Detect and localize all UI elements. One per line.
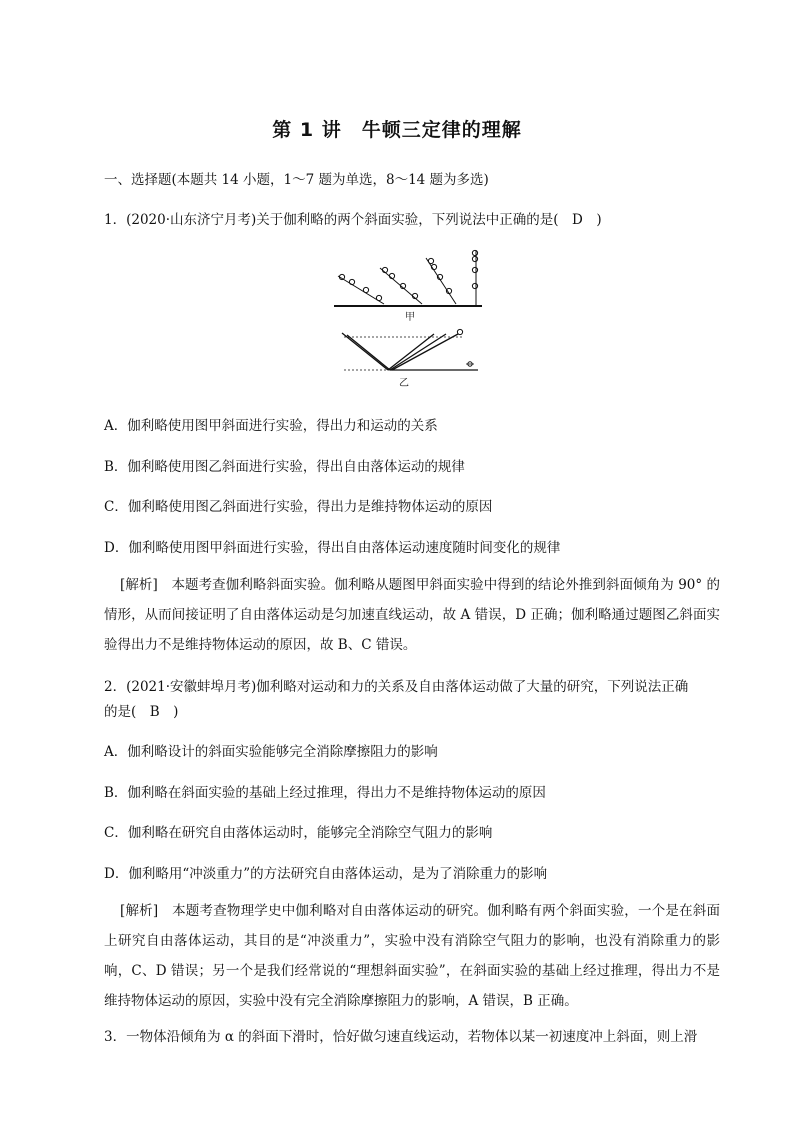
question-1-option-b: B．伽利略使用图乙斜面进行实验，得出自由落体运动的规律 [104, 459, 465, 475]
question-2-option-b: B．伽利略在斜面实验的基础上经过推理，得出力不是维持物体运动的原因 [104, 785, 546, 801]
section-heading: 一、选择题(本题共 14 小题，1～7 题为单选，8～14 题为多选) [104, 172, 489, 188]
analysis-tag: [解析] [120, 903, 159, 919]
galileo-incline-figure [330, 246, 490, 390]
question-1-analysis [104, 570, 720, 660]
figure-yi [342, 329, 478, 370]
question-3-stem: 3．一物体沿倾角为 α 的斜面下滑时，恰好做匀速直线运动，若物体以某一初速度冲上斜面，则上滑 [104, 1029, 698, 1045]
question-1-option-c: C．伽利略使用图乙斜面进行实验，得出力是维持物体运动的原因 [104, 499, 493, 515]
label-jia: 甲 [405, 312, 415, 323]
question-1-option-d: D．伽利略使用图甲斜面进行实验，得出自由落体运动速度随时间变化的规律 [104, 540, 561, 556]
label-yi: 乙 [399, 378, 409, 389]
question-2-option-c: C．伽利略在研究自由落体运动时，能够完全消除空气阻力的影响 [104, 825, 493, 841]
question-1-stem: 1．(2020·山东济宁月考)关于伽利略的两个斜面实验，下列说法中正确的是( D ) [104, 212, 602, 228]
question-2-option-a: A．伽利略设计的斜面实验能够完全消除摩擦阻力的影响 [104, 744, 438, 760]
analysis-tag: [解析] [120, 577, 158, 593]
question-1-option-a: A．伽利略使用图甲斜面进行实验，得出力和运动的关系 [104, 418, 438, 434]
analysis-text: 本题考查伽利略斜面实验。伽利略从题图甲斜面实验中得到的结论外推到斜面倾角为 90° 的情形，从而间接证明了自由落体运动是匀加速直线运动，故 A 错误，D 正确；伽利略通过题图乙斜面实验得出力不是维持物体运动的原因，故 B、C 错误。 [104, 577, 720, 653]
analysis-text: 本题考查物理学史中伽利略对自由落体运动的研究。伽利略有两个斜面实验，一个是在斜面上研究自由落体运动，其目的是“冲淡重力”，实验中没有消除空气阻力的影响，也没有消除重力的影响，C、D 错误；另一个是我们经常说的“理想斜面实验”，在斜面实验的基础上经过推理，得出力不是维持物体运动的原因，实验中没有完全消除摩擦阻力的影响，A 错误，B 正确。 [104, 903, 721, 1009]
question-2-stem-line-1: 2．(2021·安徽蚌埠月考)伽利略对运动和力的关系及自由落体运动做了大量的研究，下列说法正确 [104, 679, 689, 695]
page-title: 第 1 讲 牛顿三定律的理解 [272, 119, 522, 141]
figure-jia [334, 250, 482, 306]
question-2-option-d: D．伽利略用“冲淡重力”的方法研究自由落体运动，是为了消除重力的影响 [104, 866, 548, 882]
question-2-stem-line-2: 的是( B ) [104, 704, 179, 720]
question-2-analysis [104, 896, 720, 1016]
